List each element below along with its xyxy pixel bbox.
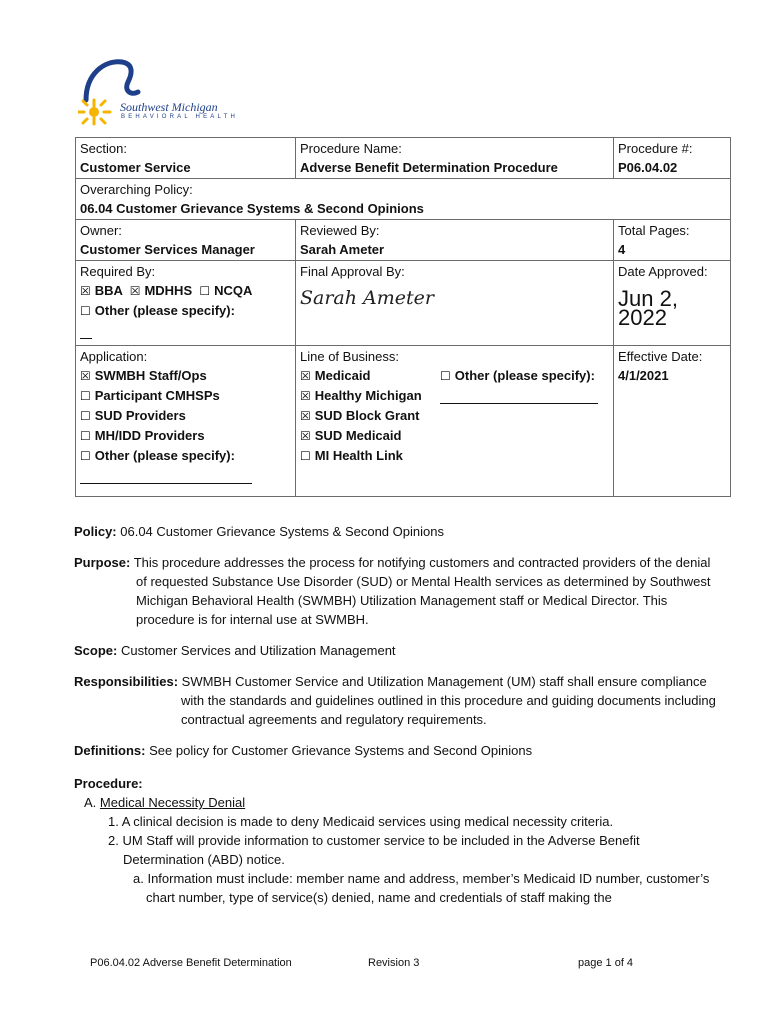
- procedure-name-label: Procedure Name:: [300, 141, 402, 156]
- required-by-cell: [76, 261, 296, 346]
- section-label: Section:: [80, 141, 127, 156]
- owner-value: Customer Services Manager: [80, 242, 255, 257]
- application-checkbox[interactable]: ☐: [80, 449, 91, 463]
- line-of-business-item: [300, 446, 440, 466]
- application-item: [80, 446, 291, 466]
- application-label: SUD Providers: [94, 408, 186, 423]
- policy-label: Policy:: [74, 524, 117, 539]
- footer-revision: Revision 3: [368, 957, 420, 969]
- lob-other-label: Other (please specify):: [454, 368, 595, 383]
- document-body: [74, 522, 724, 907]
- line-of-business-item: [300, 426, 440, 446]
- line-of-business-cell: [296, 346, 614, 497]
- procedure-name-value: Adverse Benefit Determination Procedure: [300, 160, 558, 175]
- final-approval-cell: [296, 261, 614, 346]
- purpose-label: Purpose:: [74, 555, 131, 570]
- scope-text: Customer Services and Utilization Management: [120, 643, 396, 658]
- section-cell: [76, 138, 296, 179]
- ncqa-label: NCQA: [214, 283, 253, 298]
- total-pages-value: 4: [618, 242, 626, 257]
- application-label: Participant CMHSPs: [94, 388, 220, 403]
- application-label: Other (please specify):: [94, 448, 235, 463]
- section-a-heading: [74, 793, 724, 812]
- line-of-business-checkbox[interactable]: ☒: [300, 409, 311, 423]
- definitions-text: See policy for Customer Grievance Systems and Second Opinions: [149, 743, 533, 758]
- bba-label: BBA: [94, 283, 123, 298]
- application-checkbox[interactable]: ☐: [80, 429, 91, 443]
- line-of-business-item: [300, 386, 440, 406]
- responsibilities-text: SWMBH Customer Service and Utilization Management (UM) staff shall ensure compliance with the standards and guidelines outlined in this procedure and guiding documents including contractual agreements and regulatory requirements.: [181, 674, 716, 727]
- line-of-business-item: [300, 366, 440, 386]
- procedure-number-value: P06.04.02: [618, 160, 678, 175]
- procedure-header-table: [75, 137, 731, 497]
- date-approved-label: Date Approved:: [618, 264, 708, 279]
- scope-label: Scope:: [74, 643, 118, 658]
- date-approved-value: Jun 2, 2022: [618, 286, 678, 330]
- effective-date-value: 4/1/2021: [618, 368, 669, 383]
- line-of-business-label: MI Health Link: [314, 448, 403, 463]
- responsibilities-label: Responsibilities:: [74, 674, 179, 689]
- approval-signature: Sarah Ameter: [300, 287, 434, 309]
- required-other-blank: [80, 325, 291, 344]
- bba-checkbox[interactable]: ☒: [80, 284, 91, 298]
- effective-date-cell: [614, 346, 731, 497]
- definitions-label: Definitions:: [74, 743, 146, 758]
- owner-label: Owner:: [80, 223, 122, 238]
- line-of-business-checkbox[interactable]: ☒: [300, 429, 311, 443]
- procedure-number-cell: [614, 138, 731, 179]
- total-pages-cell: [614, 220, 731, 261]
- purpose-text: This procedure addresses the process for notifying customers and contracted providers of the denial of requested Substance Use Disorder (SUD) or Mental Health services as determined by Southwest Michigan Behavioral Health (SWMBH) Utilization Management staff or Medical Director. This procedure is for internal use at SWMBH.: [133, 555, 711, 627]
- application-item: [80, 386, 291, 406]
- section-a-prefix: A.: [84, 795, 97, 810]
- lob-other-checkbox[interactable]: ☐: [440, 369, 451, 383]
- lob-other: [440, 366, 598, 466]
- mdhhs-checkbox[interactable]: ☒: [129, 284, 141, 298]
- ncqa-checkbox[interactable]: ☐: [199, 284, 211, 298]
- owner-cell: [76, 220, 296, 261]
- line-of-business-label: SUD Block Grant: [314, 408, 420, 423]
- date-approved-cell: [614, 261, 731, 346]
- application-cell: [76, 346, 296, 497]
- policy-paragraph: [74, 522, 724, 541]
- definitions-paragraph: [74, 741, 724, 760]
- application-label: Application:: [80, 349, 148, 364]
- total-pages-label: Total Pages:: [618, 223, 690, 238]
- application-item: [80, 406, 291, 426]
- overarching-policy-label: Overarching Policy:: [80, 182, 193, 197]
- required-other-checkbox[interactable]: ☐: [80, 304, 91, 318]
- line-of-business-label: Healthy Michigan: [314, 388, 422, 403]
- reviewed-by-label: Reviewed By:: [300, 223, 380, 238]
- required-by-label: Required By:: [80, 264, 156, 279]
- footer-document: P06.04.02 Adverse Benefit Determination: [90, 957, 292, 969]
- line-of-business-label: SUD Medicaid: [314, 428, 402, 443]
- required-by-options: [80, 281, 291, 301]
- procedure-step-2: 2. UM Staff will provide information to customer service to be included in the Adverse Benefit Determination (ABD) notice.: [108, 833, 640, 867]
- footer-page: page 1 of 4: [578, 957, 634, 969]
- overarching-policy-value: 06.04 Customer Grievance Systems & Second Opinions: [80, 201, 424, 216]
- application-checkbox[interactable]: ☐: [80, 389, 91, 403]
- line-of-business-item: [300, 406, 440, 426]
- line-of-business-checkbox[interactable]: ☐: [300, 449, 311, 463]
- logo-name: Southwest Michigan: [120, 100, 218, 114]
- application-checkbox[interactable]: ☐: [80, 409, 91, 423]
- overarching-policy-cell: [76, 179, 731, 220]
- required-other-label: Other (please specify):: [94, 303, 235, 318]
- section-a-title: Medical Necessity Denial: [99, 795, 246, 810]
- application-label: MH/IDD Providers: [94, 428, 205, 443]
- scope-paragraph: [74, 641, 724, 660]
- line-of-business-list: [300, 366, 440, 466]
- required-other: [80, 301, 291, 321]
- line-of-business-checkbox[interactable]: ☒: [300, 369, 311, 383]
- procedure-number-label: Procedure #:: [618, 141, 693, 156]
- responsibilities-paragraph: [74, 672, 724, 729]
- policy-text: 06.04 Customer Grievance Systems & Second Opinions: [120, 524, 444, 539]
- application-checkbox[interactable]: ☒: [80, 369, 91, 383]
- purpose-paragraph: [74, 553, 724, 629]
- line-of-business-label: Line of Business:: [300, 349, 400, 364]
- reviewed-by-cell: [296, 220, 614, 261]
- reviewed-by-value: Sarah Ameter: [300, 242, 385, 257]
- logo-subtitle: BEHAVIORAL HEALTH: [121, 114, 238, 120]
- final-approval-label: Final Approval By:: [300, 264, 405, 279]
- line-of-business-label: Medicaid: [314, 368, 371, 383]
- procedure-step-1: 1. A clinical decision is made to deny Medicaid services using medical necessity criteria.: [108, 814, 614, 829]
- application-item: [80, 366, 291, 386]
- mdhhs-label: MDHHS: [144, 283, 193, 298]
- application-item: [80, 426, 291, 446]
- line-of-business-checkbox[interactable]: ☒: [300, 389, 311, 403]
- procedure-heading: Procedure:: [74, 776, 143, 791]
- application-label: SWMBH Staff/Ops: [94, 368, 207, 383]
- application-other-blank: [80, 470, 291, 489]
- section-value: Customer Service: [80, 160, 191, 175]
- effective-date-label: Effective Date:: [618, 349, 703, 364]
- procedure-name-cell: [296, 138, 614, 179]
- application-list: [80, 366, 291, 466]
- procedure-step-2a: a. Information must include: member name and address, member’s Medicaid ID number, customer’s chart number, type of service(s) denied, name and credentials of staff making the: [133, 871, 710, 905]
